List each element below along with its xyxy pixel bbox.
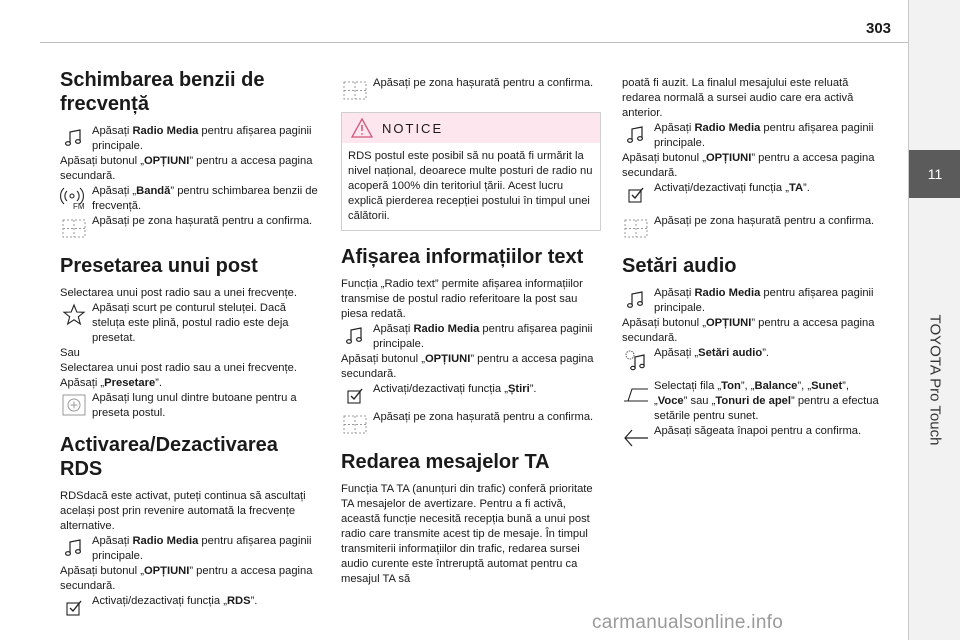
chapter-side-tab [908, 0, 960, 640]
notice-body: RDS postul este posibil să nu poată fi urmărit la nivel național, deoarece multe posturi de radio nu acoperă 100% din teritoriul țării. Acest lucru explică pierderea recepției postului în timpul unei călătorii. [348, 150, 593, 222]
step [60, 391, 320, 421]
paragraph: Sau [60, 347, 80, 359]
tab-select-icon [622, 381, 650, 405]
step-text: Apăsați Radio Media pentru afișarea paginii principale. [373, 323, 593, 350]
step [622, 346, 882, 374]
paragraph: Funcția TA TA (anunțuri din trafic) conferă prioritate TA mesajelor de avertizare. Pentru a fi activă, această funcție necesită recepția bună a unui post radio care transmite acest tip de mesaje. În timpul transmiterii informațiilor din trafic, redarea sursei audio curente este întreruptă automat pentru ca mesajul TA să [341, 483, 593, 585]
step-text: Apăsați lung unul dintre butoane pentru a preseta postul. [92, 392, 297, 419]
step-text: Selectați fila „Ton”, „Balance”, „Sunet”, „Voce” sau „Tonuri de apel” pentru a efectua setările pentru sunet. [654, 380, 879, 422]
step-text: Apăsați Radio Media pentru afișarea paginii principale. [654, 287, 874, 314]
step-text: Apăsați pe zona hașurată pentru a confirma. [92, 215, 313, 227]
step-text: Activați/dezactivați funcția „Știri”. [373, 383, 537, 395]
step-text: Apăsați pe zona hașurată pentru a confirma. [373, 411, 594, 423]
music-note-icon [622, 123, 650, 147]
warning-triangle-icon [350, 117, 374, 139]
music-note-icon [341, 324, 369, 348]
column-3 [622, 76, 882, 452]
paragraph: Selectarea unui post radio sau a unei frecvențe. [60, 362, 297, 374]
step-text: Activați/dezactivați funcția „RDS”. [92, 595, 258, 607]
step-text: Activați/dezactivați funcția „TA”. [654, 182, 810, 194]
step [622, 214, 882, 242]
checkbox-icon [622, 183, 650, 207]
paragraph: Funcția „Radio text” permite afișarea informațiilor transmise de postul radio referitoare la post sau piesa redată. [341, 278, 583, 320]
step [622, 181, 882, 209]
page-number: 303 [866, 20, 892, 37]
paragraph: Apăsați butonul „OPȚIUNI” pentru a accesa pagina secundară. [341, 353, 594, 380]
watermark: carmanualsonline.info [592, 612, 784, 633]
step-text: Apăsați „Bandă” pentru schimbarea benzii de frecvență. [92, 185, 318, 212]
paragraph: Selectarea unui post radio sau a unei frecvențe. [60, 287, 297, 299]
step [60, 594, 320, 622]
step [60, 214, 320, 242]
section-title-rds: Activarea/Dezactivarea RDS [60, 434, 278, 480]
section-title-audio: Setări audio [622, 255, 737, 277]
step-text: Apăsați Radio Media pentru afișarea paginii principale. [92, 125, 312, 152]
hatched-zone-icon [60, 216, 88, 240]
paragraph: Apăsați butonul „OPȚIUNI” pentru a accesa pagina secundară. [622, 152, 875, 179]
header-rule [40, 42, 908, 43]
step-text: Apăsați Radio Media pentru afișarea paginii principale. [92, 535, 312, 562]
paragraph: Apăsați „Presetare”. [60, 377, 163, 389]
notice-box [341, 112, 601, 231]
checkbox-icon [341, 384, 369, 408]
back-arrow-icon [622, 426, 650, 450]
step [622, 121, 882, 151]
step-text: Apăsați pe zona hașurată pentru a confirma. [654, 215, 875, 227]
step [622, 424, 882, 452]
section-title-band: Schimbarea benzii de frecvență [60, 69, 265, 115]
step [341, 382, 601, 410]
section-title-text-info: Afișarea informațiilor text [341, 246, 584, 268]
music-note-icon [60, 536, 88, 560]
checkbox-icon [60, 596, 88, 620]
step-text: Apăsați scurt pe conturul steluței. Dacă steluța este plină, postul radio este deja presetat. [92, 302, 289, 344]
step [60, 301, 320, 346]
paragraph: poată fi auzit. La finalul mesajului este reluată redarea normală a sursei audio care era activă anterior. [622, 77, 854, 119]
step-text: Apăsați Radio Media pentru afișarea paginii principale. [654, 122, 874, 149]
paragraph: Apăsați butonul „OPȚIUNI” pentru a accesa pagina secundară. [622, 317, 875, 344]
step [60, 184, 320, 214]
chapter-number: 11 [909, 150, 960, 198]
preset-button-icon [60, 393, 88, 417]
section-title-ta: Redarea mesajelor TA [341, 451, 550, 473]
step-text: Apăsați săgeata înapoi pentru a confirma. [654, 425, 862, 437]
paragraph: Apăsați butonul „OPȚIUNI” pentru a accesa pagina secundară. [60, 155, 313, 182]
svg-text:FM: FM [73, 202, 85, 210]
notice-header [342, 113, 600, 143]
music-note-icon [622, 288, 650, 312]
chapter-title: TOYOTA Pro Touch [926, 314, 944, 446]
column-2 [341, 76, 601, 587]
star-outline-icon [60, 303, 88, 327]
music-note-icon [60, 126, 88, 150]
radio-fm-icon [60, 186, 88, 210]
paragraph: Apăsați butonul „OPȚIUNI” pentru a accesa pagina secundară. [60, 565, 313, 592]
notice-title: NOTICE [382, 120, 444, 136]
paragraph: RDSdacă este activat, puteți continua să ascultați același post prin revenire automată la frecvențe alternative. [60, 490, 306, 532]
column-1 [60, 68, 320, 622]
step [60, 124, 320, 154]
step [60, 534, 320, 564]
step [341, 322, 601, 352]
hatched-zone-icon [341, 412, 369, 436]
step [341, 410, 601, 438]
audio-settings-icon [622, 348, 650, 372]
step-text: Apăsați pe zona hașurată pentru a confirma. [373, 77, 594, 89]
hatched-zone-icon [341, 78, 369, 102]
step-text: Apăsați „Setări audio”. [654, 347, 770, 359]
step [341, 76, 601, 104]
section-title-preset: Presetarea unui post [60, 255, 258, 277]
hatched-zone-icon [622, 216, 650, 240]
step [622, 286, 882, 316]
step [622, 379, 882, 424]
